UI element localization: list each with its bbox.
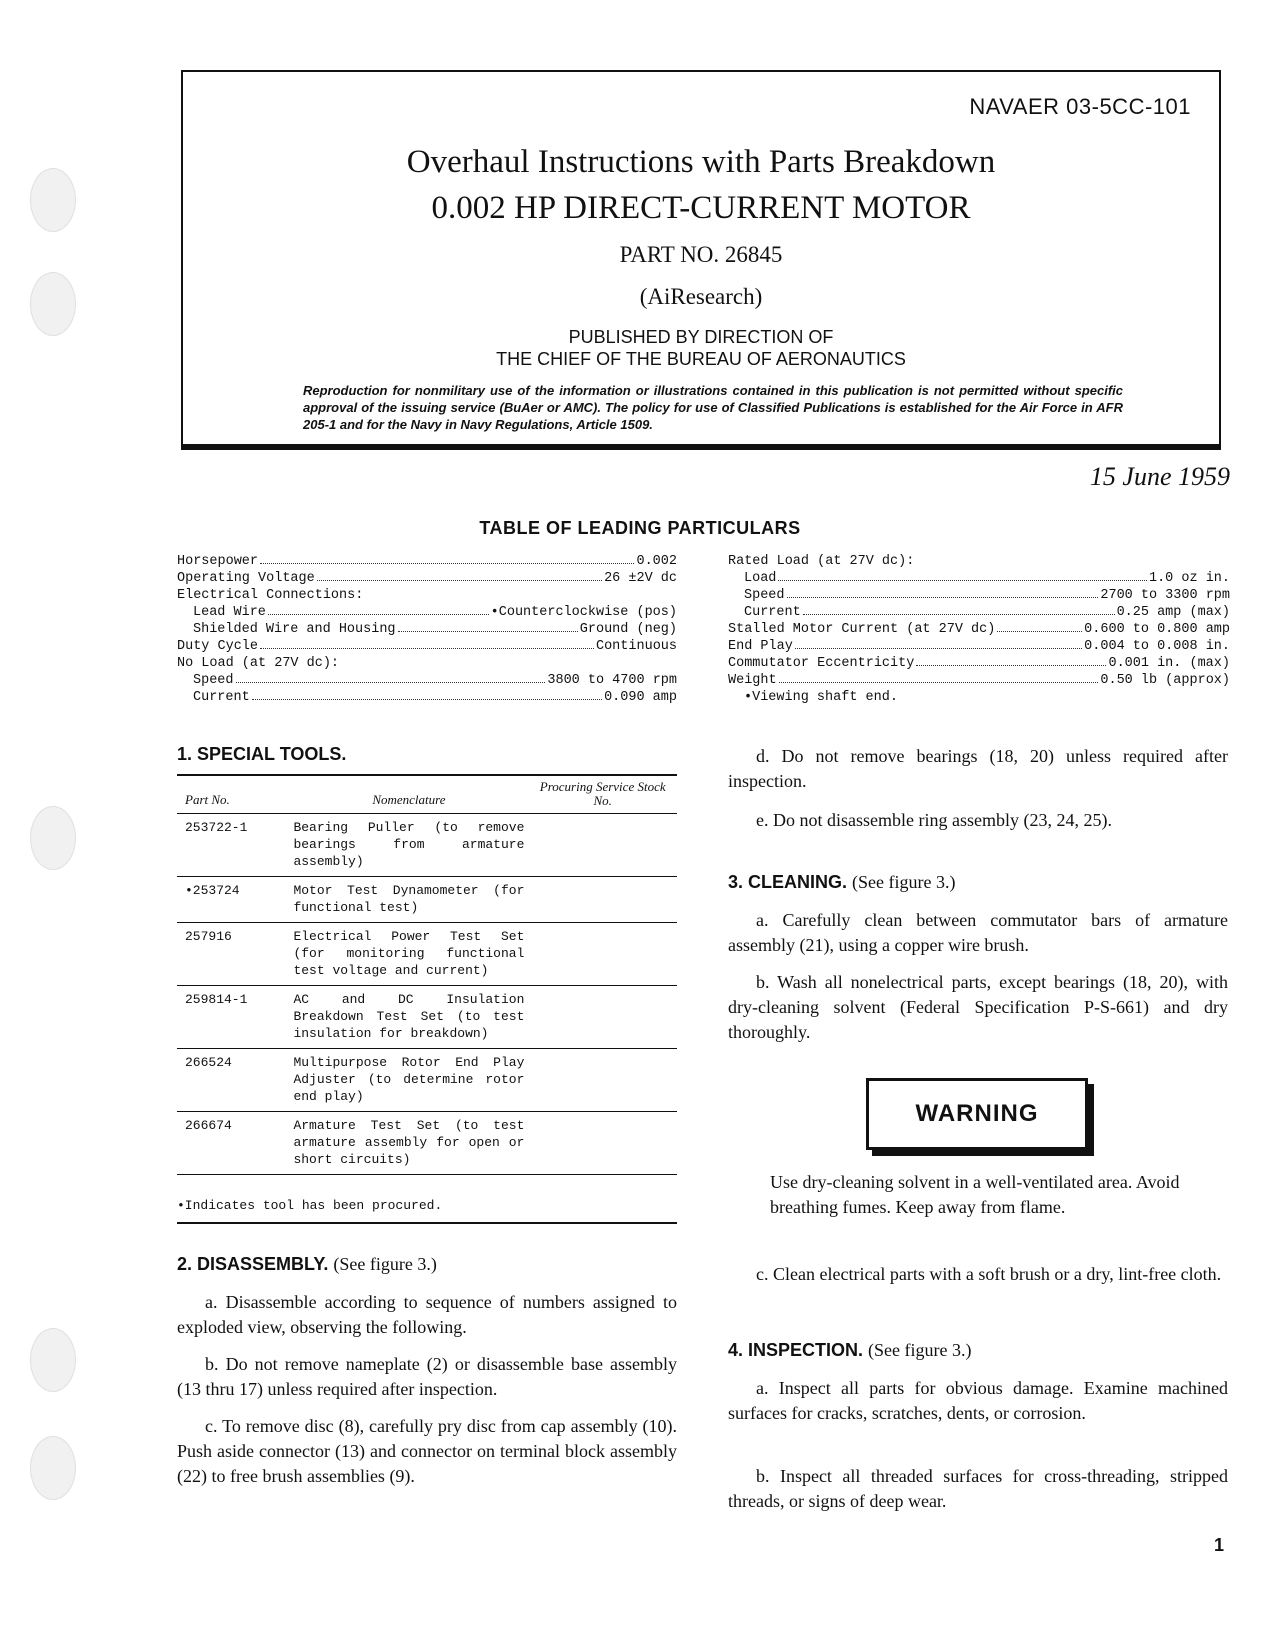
particular-row bbox=[728, 621, 1230, 638]
particular-label: Commutator Eccentricity bbox=[728, 656, 915, 671]
column-header-nomenclature: Nomenclature bbox=[289, 776, 528, 814]
publication-date: 15 June 1959 bbox=[1089, 462, 1230, 491]
inspection-step-b: b. Inspect all threaded surfaces for cross-threading, stripped threads, or signs of deep wear. bbox=[728, 1466, 1228, 1511]
particular-value: 0.25 amp (max) bbox=[1116, 605, 1230, 620]
particular-row bbox=[728, 655, 1230, 672]
particular-row bbox=[177, 570, 677, 587]
particular-label: •Viewing shaft end. bbox=[744, 690, 898, 705]
tool-part-number: 266524 bbox=[177, 1049, 289, 1112]
particular-row bbox=[177, 553, 677, 570]
cleaning-step-a: a. Carefully clean between commutator bars of armature assembly (21), using a copper wire brush. bbox=[728, 910, 1228, 955]
tool-part-number: •253724 bbox=[177, 877, 289, 923]
title-line-2: 0.002 HP DIRECT-CURRENT MOTOR bbox=[431, 190, 971, 226]
disassembly-step-e: e. Do not disassemble ring assembly (23, 24, 25). bbox=[756, 810, 1112, 830]
dot-leader bbox=[252, 699, 602, 700]
particular-value: 2700 to 3300 rpm bbox=[1100, 588, 1230, 603]
dot-leader bbox=[398, 631, 578, 632]
disassembly-step-a: a. Disassemble according to sequence of numbers assigned to exploded view, observing the following. bbox=[177, 1292, 677, 1337]
particular-row bbox=[728, 570, 1230, 587]
table-rule bbox=[177, 1222, 677, 1224]
disassembly-step-d: d. Do not remove bearings (18, 20) unless required after inspection. bbox=[728, 746, 1228, 791]
particular-value: 0.600 to 0.800 amp bbox=[1084, 622, 1230, 637]
published-line-1: PUBLISHED BY DIRECTION OF bbox=[568, 327, 834, 347]
dot-leader bbox=[236, 682, 546, 683]
tool-stock-number bbox=[528, 986, 677, 1049]
column-header-stock-no: Procuring Service Stock No. bbox=[528, 776, 677, 814]
document-reference: NAVAER 03-5CC-101 bbox=[969, 94, 1191, 119]
dot-leader bbox=[317, 580, 602, 581]
tool-stock-number bbox=[528, 877, 677, 923]
tool-part-number: 253722-1 bbox=[177, 814, 289, 877]
particular-label: Rated Load (at 27V dc): bbox=[728, 554, 915, 569]
published-line-2: THE CHIEF OF THE BUREAU OF AERONAUTICS bbox=[496, 349, 906, 369]
binder-hole bbox=[30, 168, 76, 232]
inspection-step-a: a. Inspect all parts for obvious damage. Examine machined surfaces for cracks, scratches, dents, or corrosion. bbox=[728, 1378, 1228, 1423]
particular-row bbox=[728, 689, 1230, 706]
leading-particulars-left bbox=[177, 553, 677, 706]
leading-particulars-right bbox=[728, 553, 1230, 706]
tool-nomenclature: Armature Test Set (to test armature assembly for open or short circuits) bbox=[289, 1112, 528, 1175]
tools-footnote: •Indicates tool has been procured. bbox=[177, 1198, 443, 1213]
dot-leader bbox=[779, 682, 1099, 683]
particular-label: Weight bbox=[728, 673, 777, 688]
dot-leader bbox=[787, 597, 1099, 598]
particular-row bbox=[177, 689, 677, 706]
leading-particulars-title: TABLE OF LEADING PARTICULARS bbox=[479, 518, 801, 538]
tool-part-number: 259814-1 bbox=[177, 986, 289, 1049]
particular-label: Lead Wire bbox=[193, 605, 266, 620]
particular-row bbox=[177, 638, 677, 655]
particular-row bbox=[177, 604, 677, 621]
particular-row bbox=[177, 621, 677, 638]
table-row bbox=[177, 1049, 677, 1112]
particular-label: Speed bbox=[744, 588, 785, 603]
tool-stock-number bbox=[528, 1049, 677, 1112]
dot-leader bbox=[803, 614, 1115, 615]
special-tools-heading: 1. SPECIAL TOOLS. bbox=[177, 744, 347, 764]
dot-leader bbox=[795, 648, 1082, 649]
table-row bbox=[177, 877, 677, 923]
particular-label: Operating Voltage bbox=[177, 571, 315, 586]
particular-row bbox=[177, 587, 677, 604]
tool-nomenclature: Motor Test Dynamometer (for functional test) bbox=[289, 877, 528, 923]
particular-row bbox=[177, 655, 677, 672]
table-row bbox=[177, 814, 677, 877]
warning-box: WARNING bbox=[866, 1078, 1088, 1150]
binder-hole bbox=[30, 806, 76, 870]
part-number: PART NO. 26845 bbox=[619, 242, 783, 267]
particular-row bbox=[177, 672, 677, 689]
tool-nomenclature: Electrical Power Test Set (for monitoring functional test voltage and current) bbox=[289, 923, 528, 986]
particular-value: 0.001 in. (max) bbox=[1108, 656, 1230, 671]
particular-label: Current bbox=[193, 690, 250, 705]
table-header-row bbox=[177, 776, 677, 814]
disassembly-step-c: c. To remove disc (8), carefully pry disc from cap assembly (10). Push aside connector (13) and connector on terminal block assembly (22) to free brush assemblies (9). bbox=[177, 1416, 677, 1486]
dot-leader bbox=[268, 614, 489, 615]
particular-label: Electrical Connections: bbox=[177, 588, 364, 603]
table-row bbox=[177, 923, 677, 986]
particular-value: 0.004 to 0.008 in. bbox=[1084, 639, 1230, 654]
tool-stock-number bbox=[528, 923, 677, 986]
reproduction-notice: Reproduction for nonmilitary use of the information or illustrations contained in this publication is not permitted without specific approval of the issuing service (BuAer or AMC). The policy for use of Classified Publications is established for the Air Force in AFR 205-1 and for the Navy in Navy Regulations, Article 1509. bbox=[303, 383, 1123, 432]
disassembly-heading: 2. DISASSEMBLY. (See figure 3.) bbox=[177, 1254, 437, 1274]
particular-row bbox=[728, 604, 1230, 621]
particular-value: Continuous bbox=[595, 639, 677, 654]
particular-row bbox=[728, 587, 1230, 604]
particular-value: •Counterclockwise (pos) bbox=[490, 605, 677, 620]
tool-nomenclature: Multipurpose Rotor End Play Adjuster (to determine rotor end play) bbox=[289, 1049, 528, 1112]
tool-part-number: 257916 bbox=[177, 923, 289, 986]
special-tools-table bbox=[177, 776, 677, 1175]
particular-value: 1.0 oz in. bbox=[1148, 571, 1230, 586]
page-number: 1 bbox=[1213, 1535, 1224, 1555]
binder-hole bbox=[30, 272, 76, 336]
disassembly-step-b: b. Do not remove nameplate (2) or disassemble base assembly (13 thru 17) unless required after inspection. bbox=[177, 1354, 677, 1399]
particular-label: No Load (at 27V dc): bbox=[177, 656, 340, 671]
particular-label: Stalled Motor Current (at 27V dc) bbox=[728, 622, 996, 637]
cleaning-heading: 3. CLEANING. (See figure 3.) bbox=[728, 872, 956, 892]
cleaning-step-c: c. Clean electrical parts with a soft brush or a dry, lint-free cloth. bbox=[756, 1264, 1222, 1284]
particular-label: Horsepower bbox=[177, 554, 259, 569]
dot-leader bbox=[997, 631, 1082, 632]
particular-label: Load bbox=[744, 571, 777, 586]
binder-hole bbox=[30, 1436, 76, 1500]
column-header-part-no: Part No. bbox=[177, 776, 289, 814]
particular-label: End Play bbox=[728, 639, 793, 654]
dot-leader bbox=[260, 563, 634, 564]
particular-label: Shielded Wire and Housing bbox=[193, 622, 396, 637]
particular-row bbox=[728, 553, 1230, 570]
particular-label: Current bbox=[744, 605, 801, 620]
table-row bbox=[177, 1112, 677, 1175]
particular-row bbox=[728, 672, 1230, 689]
title-line-1: Overhaul Instructions with Parts Breakdown bbox=[406, 144, 996, 180]
particular-label: Duty Cycle bbox=[177, 639, 259, 654]
dot-leader bbox=[916, 665, 1106, 666]
particular-row bbox=[728, 638, 1230, 655]
tool-stock-number bbox=[528, 814, 677, 877]
tool-nomenclature: Bearing Puller (to remove bearings from armature assembly) bbox=[289, 814, 528, 877]
tool-nomenclature: AC and DC Insulation Breakdown Test Set (to test insulation for breakdown) bbox=[289, 986, 528, 1049]
particular-value: 0.090 amp bbox=[604, 690, 677, 705]
warning-text: Use dry-cleaning solvent in a well-ventilated area. Avoid breathing fumes. Keep away from flame. bbox=[770, 1172, 1180, 1217]
dot-leader bbox=[778, 580, 1147, 581]
particular-label: Speed bbox=[193, 673, 234, 688]
dot-leader bbox=[260, 648, 594, 649]
binder-hole bbox=[30, 1328, 76, 1392]
tool-stock-number bbox=[528, 1112, 677, 1175]
manufacturer: (AiResearch) bbox=[639, 284, 763, 309]
tool-part-number: 266674 bbox=[177, 1112, 289, 1175]
particular-value: Ground (neg) bbox=[579, 622, 677, 637]
particular-value: 0.002 bbox=[636, 554, 677, 569]
particular-value: 3800 to 4700 rpm bbox=[547, 673, 677, 688]
title-block bbox=[181, 70, 1221, 450]
particular-value: 0.50 lb (approx) bbox=[1100, 673, 1230, 688]
table-row bbox=[177, 986, 677, 1049]
inspection-heading: 4. INSPECTION. (See figure 3.) bbox=[728, 1340, 972, 1360]
cleaning-step-b: b. Wash all nonelectrical parts, except bearings (18, 20), with dry-cleaning solvent (Federal Specification P-S-661) and dry thoroughly. bbox=[728, 972, 1228, 1042]
particular-value: 26 ±2V dc bbox=[604, 571, 677, 586]
